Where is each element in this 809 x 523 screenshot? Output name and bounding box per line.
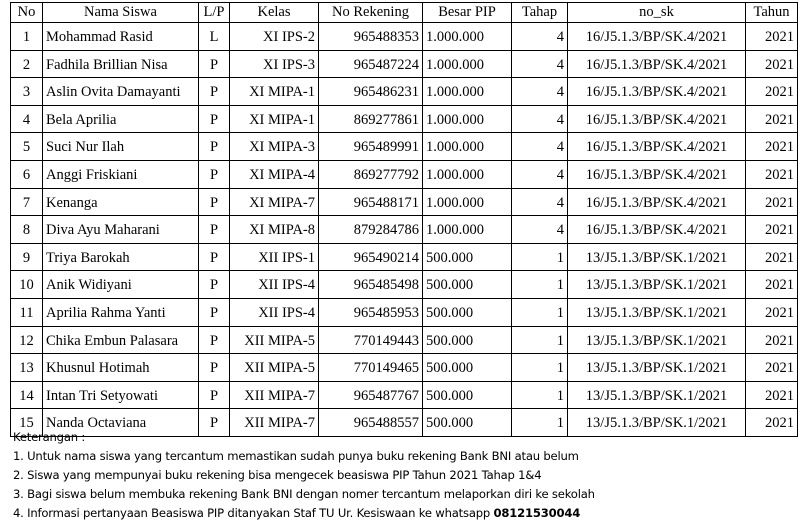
cell-lp: P: [199, 409, 230, 437]
cell-tahun: 2021: [746, 409, 798, 437]
cell-tahap: 4: [512, 50, 568, 78]
cell-no: 7: [11, 188, 43, 216]
cell-lp: P: [199, 216, 230, 244]
cell-no: 15: [11, 409, 43, 437]
header-tahap: Tahap: [512, 3, 568, 23]
cell-no: 13: [11, 354, 43, 382]
note-item-1: 1. Untuk nama siswa yang tercantum memastikan sudah punya buku rekening Bank BNI atau belum: [13, 449, 579, 463]
cell-nama-siswa: Anik Widiyani: [43, 271, 199, 299]
cell-tahap: 4: [512, 160, 568, 188]
cell-besar-pip: 500.000: [423, 409, 512, 437]
note-item-4: [13, 504, 595, 523]
cell-lp: P: [199, 326, 230, 354]
cell-kelas: XI MIPA-8: [230, 216, 319, 244]
cell-lp: P: [199, 188, 230, 216]
cell-besar-pip: 500.000: [423, 354, 512, 382]
cell-lp: P: [199, 271, 230, 299]
cell-tahap: 1: [512, 381, 568, 409]
cell-no-sk: 13/J5.1.3/BP/SK.1/2021: [568, 298, 746, 326]
cell-no: 6: [11, 160, 43, 188]
cell-nama-siswa: Suci Nur Ilah: [43, 133, 199, 161]
cell-no: 11: [11, 298, 43, 326]
cell-kelas: XII MIPA-7: [230, 409, 319, 437]
cell-no: 9: [11, 243, 43, 271]
header-besar-pip: Besar PIP: [423, 3, 512, 23]
cell-kelas: XII MIPA-5: [230, 354, 319, 382]
cell-tahap: 1: [512, 326, 568, 354]
cell-tahap: 4: [512, 188, 568, 216]
cell-tahap: 1: [512, 271, 568, 299]
cell-kelas: XII IPS-4: [230, 271, 319, 299]
table-row: [11, 326, 798, 354]
pip-recipient-sheet: [10, 2, 798, 437]
cell-nama-siswa: Triya Barokah: [43, 243, 199, 271]
cell-tahun: 2021: [746, 50, 798, 78]
cell-tahun: 2021: [746, 23, 798, 51]
cell-kelas: XII IPS-4: [230, 298, 319, 326]
cell-tahap: 1: [512, 409, 568, 437]
cell-lp: P: [199, 50, 230, 78]
header-lp: L/P: [199, 3, 230, 23]
cell-besar-pip: 1.000.000: [423, 160, 512, 188]
cell-no-rekening: 965490214: [319, 243, 423, 271]
cell-tahun: 2021: [746, 298, 798, 326]
cell-no-sk: 16/J5.1.3/BP/SK.4/2021: [568, 78, 746, 106]
header-no-rekening: No Rekening: [319, 3, 423, 23]
cell-besar-pip: 500.000: [423, 271, 512, 299]
cell-no-rekening: 770149465: [319, 354, 423, 382]
cell-tahap: 4: [512, 23, 568, 51]
cell-tahun: 2021: [746, 243, 798, 271]
cell-no: 2: [11, 50, 43, 78]
table-row: [11, 105, 798, 133]
cell-nama-siswa: Diva Ayu Maharani: [43, 216, 199, 244]
cell-tahun: 2021: [746, 354, 798, 382]
cell-nama-siswa: Aslin Ovita Damayanti: [43, 78, 199, 106]
cell-tahap: 1: [512, 354, 568, 382]
table-row: [11, 243, 798, 271]
header-nama-siswa: Nama Siswa: [43, 3, 199, 23]
table-row: [11, 23, 798, 51]
header-kelas: Kelas: [230, 3, 319, 23]
cell-no-rekening: 965487224: [319, 50, 423, 78]
note-item-2: 2. Siswa yang mempunyai buku rekening bisa mengecek beasiswa PIP Tahun 2021 Tahap 1&4: [13, 468, 542, 482]
cell-no: 8: [11, 216, 43, 244]
cell-no: 10: [11, 271, 43, 299]
cell-besar-pip: 1.000.000: [423, 78, 512, 106]
cell-no-sk: 13/J5.1.3/BP/SK.1/2021: [568, 381, 746, 409]
cell-no-rekening: 965488557: [319, 409, 423, 437]
cell-lp: P: [199, 105, 230, 133]
cell-tahap: 1: [512, 298, 568, 326]
cell-no-rekening: 965488353: [319, 23, 423, 51]
cell-lp: P: [199, 160, 230, 188]
pip-recipient-table: [10, 2, 798, 437]
cell-kelas: XII IPS-1: [230, 243, 319, 271]
cell-lp: L: [199, 23, 230, 51]
cell-no-sk: 13/J5.1.3/BP/SK.1/2021: [568, 326, 746, 354]
cell-kelas: XI MIPA-1: [230, 105, 319, 133]
cell-tahun: 2021: [746, 78, 798, 106]
cell-nama-siswa: Aprilia Rahma Yanti: [43, 298, 199, 326]
cell-nama-siswa: Chika Embun Palasara: [43, 326, 199, 354]
note-item-4-text: 4. Informasi pertanyaan Beasiswa PIP ditanyakan Staf TU Ur. Kesiswaan ke whatsapp: [13, 506, 494, 520]
cell-nama-siswa: Fadhila Brillian Nisa: [43, 50, 199, 78]
cell-besar-pip: 500.000: [423, 326, 512, 354]
cell-no: 1: [11, 23, 43, 51]
cell-no: 4: [11, 105, 43, 133]
cell-lp: P: [199, 243, 230, 271]
cell-kelas: XI IPS-2: [230, 23, 319, 51]
cell-kelas: XI IPS-3: [230, 50, 319, 78]
cell-no-rekening: 965488171: [319, 188, 423, 216]
cell-besar-pip: 500.000: [423, 298, 512, 326]
table-row: [11, 381, 798, 409]
table-row: [11, 50, 798, 78]
table-row: [11, 298, 798, 326]
table-row: [11, 271, 798, 299]
cell-tahun: 2021: [746, 216, 798, 244]
header-no: No: [11, 3, 43, 23]
cell-lp: P: [199, 381, 230, 409]
table-header-row: [11, 3, 798, 23]
cell-tahun: 2021: [746, 271, 798, 299]
notes-title: Keterangan :: [13, 430, 86, 444]
cell-nama-siswa: Intan Tri Setyowati: [43, 381, 199, 409]
table-row: [11, 133, 798, 161]
cell-lp: P: [199, 133, 230, 161]
cell-kelas: XI MIPA-1: [230, 78, 319, 106]
cell-no-rekening: 879284786: [319, 216, 423, 244]
cell-no-rekening: 965489991: [319, 133, 423, 161]
cell-no: 5: [11, 133, 43, 161]
cell-tahun: 2021: [746, 326, 798, 354]
cell-besar-pip: 1.000.000: [423, 133, 512, 161]
cell-besar-pip: 500.000: [423, 243, 512, 271]
cell-lp: P: [199, 354, 230, 382]
cell-no: 14: [11, 381, 43, 409]
cell-tahun: 2021: [746, 160, 798, 188]
cell-no-rekening: 869277861: [319, 105, 423, 133]
table-row: [11, 188, 798, 216]
cell-tahap: 4: [512, 105, 568, 133]
cell-nama-siswa: Khusnul Hotimah: [43, 354, 199, 382]
cell-no-rekening: 965486231: [319, 78, 423, 106]
cell-no-rekening: 965485498: [319, 271, 423, 299]
table-row: [11, 216, 798, 244]
cell-nama-siswa: Kenanga: [43, 188, 199, 216]
cell-besar-pip: 1.000.000: [423, 188, 512, 216]
cell-no-rekening: 965485953: [319, 298, 423, 326]
cell-besar-pip: 1.000.000: [423, 105, 512, 133]
cell-no-rekening: 965487767: [319, 381, 423, 409]
table-row: [11, 354, 798, 382]
cell-no: 12: [11, 326, 43, 354]
cell-besar-pip: 1.000.000: [423, 50, 512, 78]
cell-tahap: 1: [512, 243, 568, 271]
cell-no-sk: 13/J5.1.3/BP/SK.1/2021: [568, 243, 746, 271]
table-body: [11, 23, 798, 437]
cell-lp: P: [199, 298, 230, 326]
cell-no-sk: 16/J5.1.3/BP/SK.4/2021: [568, 216, 746, 244]
cell-tahap: 4: [512, 78, 568, 106]
table-row: [11, 78, 798, 106]
header-tahun: Tahun: [746, 3, 798, 23]
cell-kelas: XI MIPA-7: [230, 188, 319, 216]
cell-no-sk: 16/J5.1.3/BP/SK.4/2021: [568, 133, 746, 161]
cell-tahap: 4: [512, 133, 568, 161]
cell-tahun: 2021: [746, 188, 798, 216]
cell-kelas: XI MIPA-4: [230, 160, 319, 188]
cell-no-sk: 16/J5.1.3/BP/SK.4/2021: [568, 23, 746, 51]
cell-no-rekening: 869277792: [319, 160, 423, 188]
cell-tahun: 2021: [746, 381, 798, 409]
cell-nama-siswa: Bela Aprilia: [43, 105, 199, 133]
cell-kelas: XII MIPA-7: [230, 381, 319, 409]
cell-no-sk: 13/J5.1.3/BP/SK.1/2021: [568, 271, 746, 299]
cell-no-sk: 16/J5.1.3/BP/SK.4/2021: [568, 160, 746, 188]
cell-kelas: XI MIPA-3: [230, 133, 319, 161]
cell-no-sk: 13/J5.1.3/BP/SK.1/2021: [568, 354, 746, 382]
cell-no-sk: 16/J5.1.3/BP/SK.4/2021: [568, 105, 746, 133]
cell-no-sk: 16/J5.1.3/BP/SK.4/2021: [568, 50, 746, 78]
cell-nama-siswa: Anggi Friskiani: [43, 160, 199, 188]
cell-tahun: 2021: [746, 105, 798, 133]
cell-no-rekening: 770149443: [319, 326, 423, 354]
cell-no: 3: [11, 78, 43, 106]
notes-section: [13, 428, 595, 523]
cell-nama-siswa: Mohammad Rasid: [43, 23, 199, 51]
header-no-sk: no_sk: [568, 3, 746, 23]
cell-tahap: 4: [512, 216, 568, 244]
cell-no-sk: 13/J5.1.3/BP/SK.1/2021: [568, 409, 746, 437]
note-item-3: 3. Bagi siswa belum membuka rekening Bank BNI dengan nomer tercantum melaporkan diri ke sekolah: [13, 487, 595, 501]
cell-besar-pip: 500.000: [423, 381, 512, 409]
cell-tahun: 2021: [746, 133, 798, 161]
cell-besar-pip: 1.000.000: [423, 23, 512, 51]
cell-nama-siswa: Nanda Octaviana: [43, 409, 199, 437]
cell-kelas: XII MIPA-5: [230, 326, 319, 354]
cell-besar-pip: 1.000.000: [423, 216, 512, 244]
cell-lp: P: [199, 78, 230, 106]
table-row: [11, 160, 798, 188]
cell-no-sk: 16/J5.1.3/BP/SK.4/2021: [568, 188, 746, 216]
whatsapp-number: 08121530044: [493, 506, 581, 520]
